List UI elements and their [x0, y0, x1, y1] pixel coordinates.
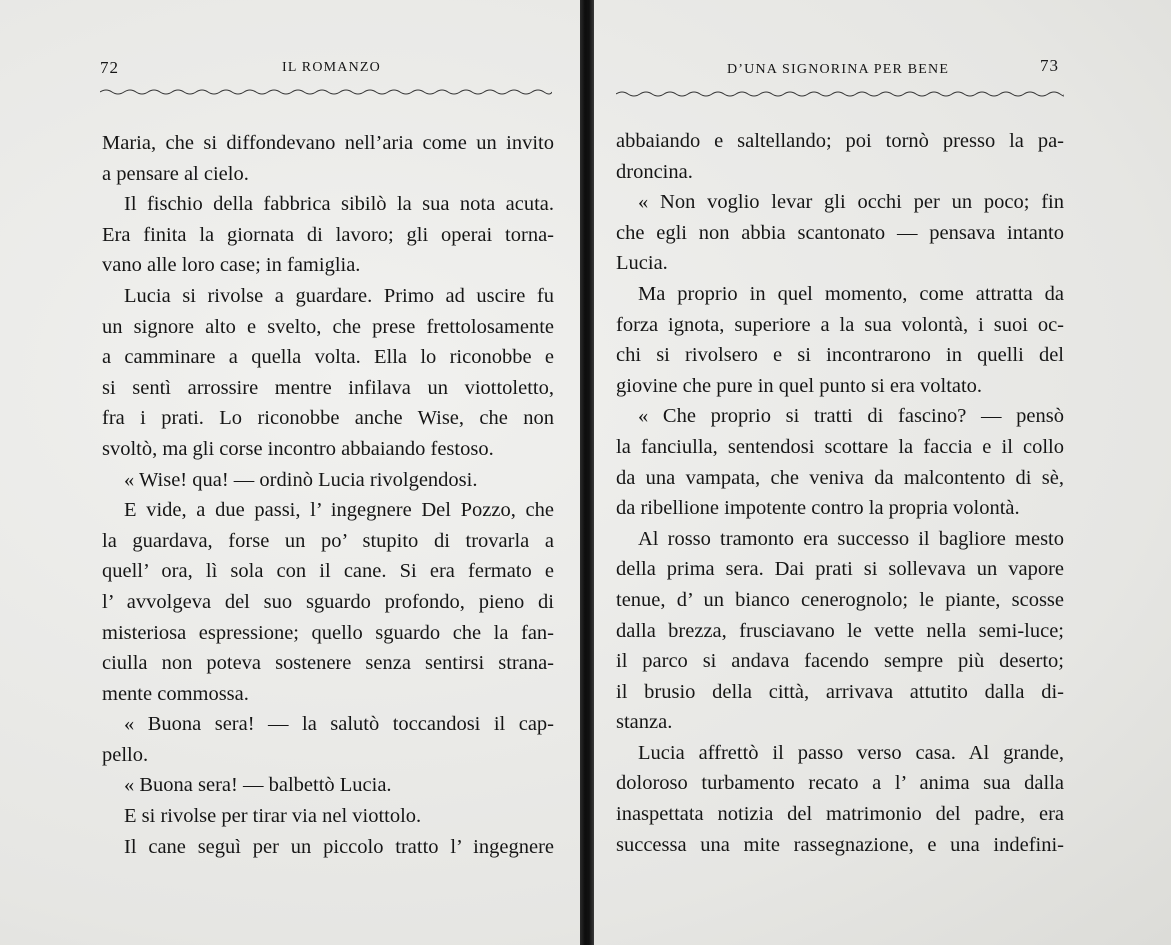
header-ornament-rule: [616, 88, 1064, 100]
text-line: Lucia.: [616, 252, 668, 275]
text-line: « Buona sera! — la salutò toccandosi il cap-: [124, 713, 554, 736]
text-line: la fanciulla, sentendosi scottare la faccia e il collo: [616, 435, 1064, 458]
left-page-body-text: [102, 128, 554, 862]
text-line: il brusio della città, arrivava attutito dalla di-: [616, 680, 1064, 703]
text-line: tenue, d’ un bianco cenerognolo; le piante, scosse: [616, 588, 1064, 611]
text-line: un signore alto e svelto, che prese frettolosamente: [102, 315, 554, 338]
text-line: da ribellione impotente contro la propria volontà.: [616, 497, 1020, 520]
text-line: E si rivolse per tirar via nel viottolo.: [124, 805, 422, 828]
text-line: pello.: [102, 743, 149, 766]
running-title: D’UNA SIGNORINA PER BENE: [727, 62, 950, 77]
text-line: fra i prati. Lo riconobbe anche Wise, che non: [102, 407, 554, 430]
text-line: da una vampata, che veniva da malcontento di sè,: [616, 466, 1064, 489]
text-line: Era finita la giornata di lavoro; gli operai torna-: [102, 223, 554, 246]
text-line: forza ignota, superiore a la sua volontà, i suoi oc-: [616, 313, 1064, 336]
text-line: « Che proprio si tratti di fascino? — pensò: [638, 405, 1064, 428]
right-page: [594, 0, 1171, 945]
page-number: 72: [100, 58, 119, 77]
text-line: l’ avvolgeva del suo sguardo profondo, pieno di: [102, 590, 554, 613]
text-line: a camminare a quella volta. Ella lo riconobbe e: [102, 346, 554, 369]
text-line: vano alle loro case; in famiglia.: [102, 254, 361, 277]
text-line: Il fischio della fabbrica sibilò la sua nota acuta.: [124, 193, 554, 216]
text-line: doloroso turbamento recato a l’ anima sua dalla: [616, 772, 1064, 795]
text-line: che egli non abbia scantonato — pensava intanto: [616, 221, 1064, 244]
text-line: « Buona sera! — balbettò Lucia.: [124, 774, 392, 797]
text-line: « Non voglio levar gli occhi per un poco; fin: [638, 191, 1064, 214]
text-line: successa una mite rassegnazione, e una indefini-: [616, 833, 1064, 856]
text-line: inaspettata notizia del matrimonio del padre, era: [616, 803, 1064, 826]
text-line: si sentì arrossire mentre infilava un viottoletto,: [102, 376, 554, 399]
text-line: a pensare al cielo.: [102, 162, 249, 185]
book-gutter: [580, 0, 594, 945]
text-line: svoltò, ma gli corse incontro abbaiando festoso.: [102, 437, 494, 460]
text-line: quell’ ora, lì sola con il cane. Si era fermato e: [102, 560, 554, 583]
text-line: Ma proprio in quel momento, come attratta da: [638, 282, 1064, 305]
header-ornament-rule: [100, 86, 552, 98]
text-line: Lucia si rivolse a guardare. Primo ad uscire fu: [124, 284, 554, 307]
text-line: ciulla non poteva sostenere senza sentirsi strana-: [102, 652, 554, 675]
text-line: abbaiando e saltellando; poi tornò presso la pa-: [616, 130, 1064, 152]
text-line: Al rosso tramonto era successo il bagliore mesto: [638, 527, 1064, 550]
right-page-header: [594, 58, 1171, 82]
text-line: Il cane seguì per un piccolo tratto l’ ingegnere: [124, 835, 554, 858]
text-line: misteriosa espressione; quello sguardo che la fan-: [102, 621, 554, 644]
text-line: chi si rivolsero e si incontrarono in quelli del: [616, 344, 1064, 367]
text-line: giovine che pure in quel punto si era voltato.: [616, 374, 983, 397]
text-line: Lucia affrettò il passo verso casa. Al grande,: [638, 741, 1064, 764]
left-page-header: [0, 58, 582, 82]
right-page-body-text: [616, 126, 1064, 860]
text-line: la guardava, forse un po’ stupito di trovarla a: [102, 529, 554, 552]
left-page: [0, 0, 582, 945]
text-line: stanza.: [616, 711, 673, 734]
running-title: IL ROMANZO: [282, 60, 381, 75]
text-line: droncina.: [616, 160, 693, 183]
text-line: il parco si andava facendo sempre più deserto;: [616, 650, 1064, 673]
text-line: della prima sera. Dai prati si sollevava un vapore: [616, 558, 1064, 581]
text-line: dalla brezza, frusciavano le vette nella semi-luce;: [616, 619, 1064, 642]
text-line: mente commossa.: [102, 682, 249, 705]
text-line: « Wise! qua! — ordinò Lucia rivolgendosi.: [124, 468, 478, 491]
text-line: Maria, che si diffondevano nell’aria come un invito: [102, 132, 554, 154]
text-line: E vide, a due passi, l’ ingegnere Del Pozzo, che: [124, 499, 554, 522]
page-number: 73: [1040, 56, 1059, 75]
